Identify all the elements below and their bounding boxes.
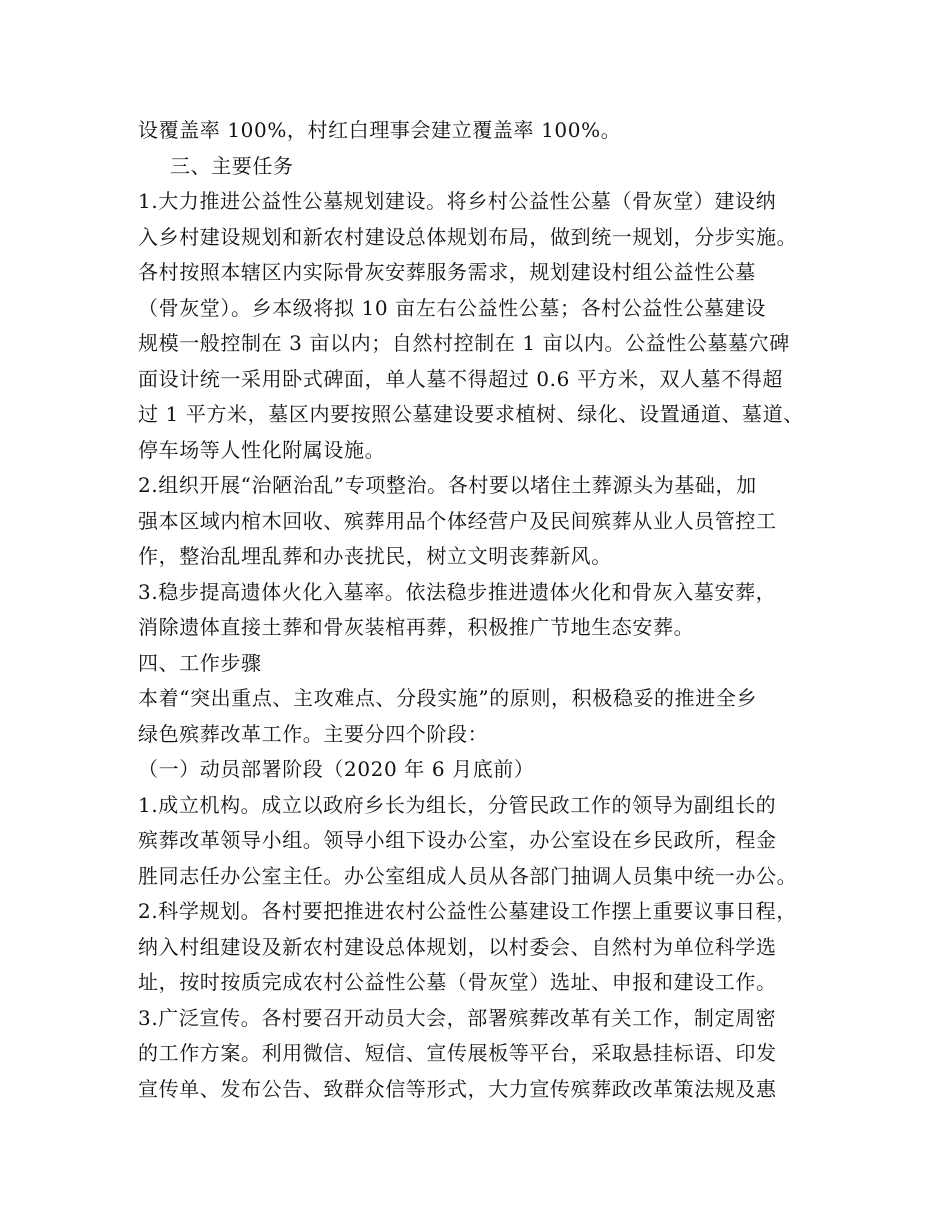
text-line: 规模一般控制在 3 亩以内；自然村控制在 1 亩以内。公益性公墓墓穴碑	[138, 331, 790, 355]
text-line: 纳入村组建设及新农村建设总体规划，以村委会、自然村为单位科学选	[138, 934, 777, 959]
text-line: 作，整治乱埋乱葬和办丧扰民，树立文明丧葬新风。	[138, 544, 612, 568]
text-line: 的工作方案。利用微信、短信、宣传展板等平台，采取悬挂标语、印发	[138, 1041, 777, 1065]
text-line: 1.大力推进公益性公墓规划建设。将乡村公益性公墓（骨灰堂）建设纳	[138, 189, 777, 213]
text-line: 设覆盖率 100%，村红白理事会建立覆盖率 100%。	[138, 118, 622, 142]
section-heading-work-steps: 四、工作步骤	[138, 650, 262, 675]
section-heading-main-tasks: 三、主要任务	[170, 153, 294, 178]
document-body	[138, 113, 828, 1107]
text-line: 1.成立机构。成立以政府乡长为组长，分管民政工作的领导为副组长的	[138, 792, 777, 817]
text-line: 面设计统一采用卧式碑面，单人墓不得超过 0.6 平方米，双人墓不得超	[138, 366, 783, 391]
text-line: 入乡村建设规划和新农村建设总体规划布局，做到统一规划，分步实施。	[138, 224, 798, 249]
text-line: 3.稳步提高遗体火化入墓率。依法稳步推进遗体火化和骨灰入墓安葬，	[138, 579, 777, 604]
text-line: 宣传单、发布公告、致群众信等形式，大力宣传殡葬政改革策法规及惠	[138, 1076, 777, 1101]
text-line: 停车场等人性化附属设施。	[138, 437, 386, 462]
text-line: 本着“突出重点、主攻难点、分段实施”的原则，积极稳妥的推进全乡	[138, 686, 758, 710]
text-line: 胜同志任办公室主任。办公室组成人员从各部门抽调人员集中统一办公。	[138, 863, 798, 888]
text-line: 2.科学规划。各村要把推进农村公益性公墓建设工作摆上重要议事日程，	[138, 899, 797, 923]
text-line: 址，按时按质完成农村公益性公墓（骨灰堂）选址、申报和建设工作。	[138, 970, 777, 994]
text-line: 各村按照本辖区内实际骨灰安葬服务需求，规划建设村组公益性公墓	[138, 260, 756, 284]
text-line: 消除遗体直接土葬和骨灰装棺再葬，积极推广节地生态安葬。	[138, 615, 695, 639]
text-line: 强本区域内棺木回收、殡葬用品个体经营户及民间殡葬从业人员管控工	[138, 508, 777, 533]
text-line: 殡葬改革领导小组。领导小组下设办公室，办公室设在乡民政所，程金	[138, 828, 777, 852]
text-line: （骨灰堂）。乡本级将拟 10 亩左右公益性公墓；各村公益性公墓建设	[138, 295, 766, 320]
text-line: 过 1 平方米，墓区内要按照公墓建设要求植树、绿化、设置通道、墓道、	[138, 402, 804, 426]
text-line: 绿色殡葬改革工作。主要分四个阶段：	[138, 721, 489, 746]
text-line: 2.组织开展“治陋治乱”专项整治。各村要以堵住土葬源头为基础，加	[138, 473, 757, 497]
text-line: 3.广泛宣传。各村要召开动员大会，部署殡葬改革有关工作，制定周密	[138, 1005, 777, 1030]
subsection-heading-mobilization: （一）动员部署阶段（2020 年 6 月底前）	[138, 757, 535, 781]
